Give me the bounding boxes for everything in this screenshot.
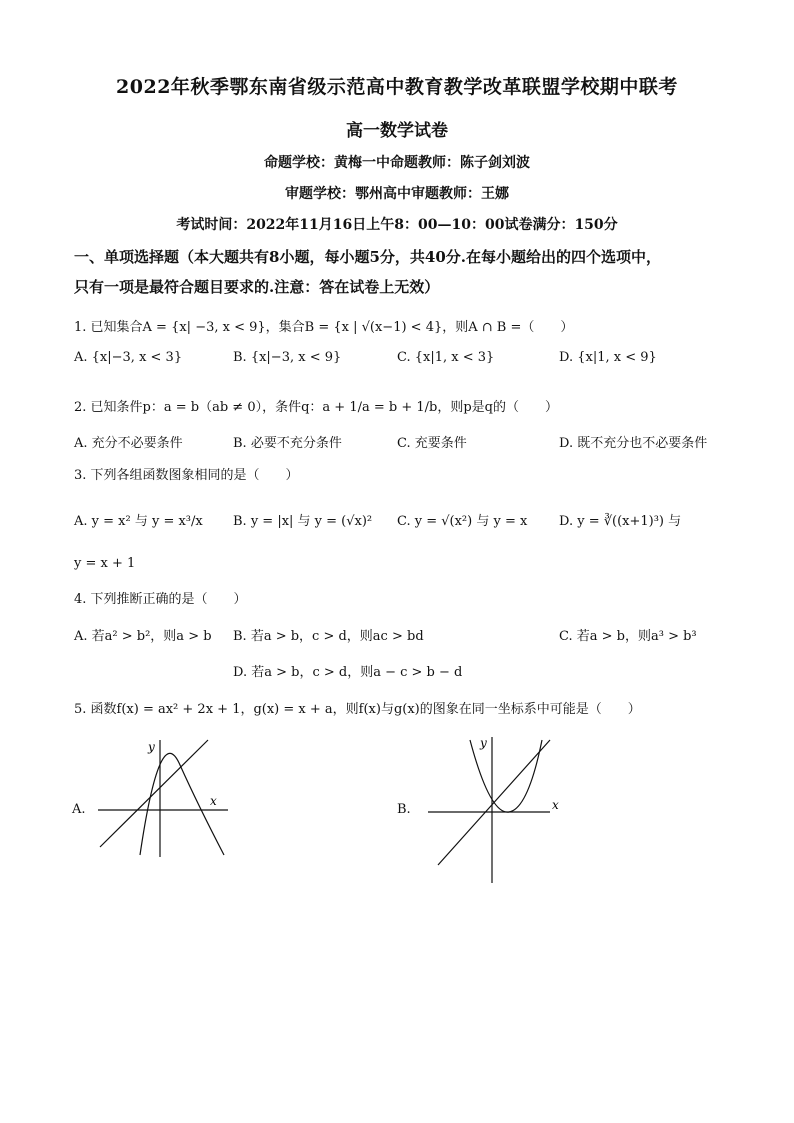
question-4-option-d: D. 若a > b，c > d，则a − c > b − d <box>233 665 463 680</box>
graph-b-parabola-f <box>470 740 542 812</box>
question-3-option-d: D. y = ∛((x+1)³) 与 <box>559 514 682 529</box>
exam-title: 2022年秋季鄂东南省级示范高中教育教学改革联盟学校期中联考 <box>116 76 678 98</box>
section-heading-line1: 一、单项选择题（本大题共有8小题，每小题5分，共40分.在每小题给出的四个选项中， <box>74 248 661 266</box>
section-heading-line2: 只有一项是最符合题目要求的.注意：答在试卷上无效） <box>74 278 440 296</box>
question-2-stem: 2. 已知条件p：a = b（ab ≠ 0），条件q：a + 1/a = b + 1/b，则p是q的（ ） <box>74 400 558 415</box>
question-1-option-b: B. {x|−3, x < 9} <box>233 350 342 365</box>
graph-b <box>424 735 574 885</box>
question-1-option-a: A. {x|−3, x < 3} <box>74 350 183 365</box>
question-2-option-a: A. 充分不必要条件 <box>74 436 183 451</box>
question-3-option-a: A. y = x² 与 y = x³/x <box>74 514 203 529</box>
graph-a-x-label: x <box>210 794 217 808</box>
question-2-option-d: D. 既不充分也不必要条件 <box>559 436 708 451</box>
question-1-stem: 1. 已知集合A = {x| −3, x < 9}，集合B = {x | √(x−1) < 4}，则A ∩ B =（ ） <box>74 320 574 335</box>
question-5-option-a: A. <box>72 802 86 817</box>
question-5-stem: 5. 函数f(x) = ax² + 2x + 1，g(x) = x + a，则f(x)与g(x)的图象在同一坐标系中可能是（ ） <box>74 702 641 717</box>
graph-a-y-label: y <box>148 740 155 754</box>
graph-b-x-label: x <box>552 798 559 812</box>
question-2-option-b: B. 必要不充分条件 <box>233 436 342 451</box>
question-4-option-a: A. 若a² > b²，则a > b <box>74 629 212 644</box>
question-5-option-b: B. <box>397 802 411 817</box>
question-3-stem: 3. 下列各组函数图象相同的是（ ） <box>74 468 299 483</box>
reviewer-info: 审题学校：鄂州高中审题教师：王娜 <box>285 186 509 202</box>
question-4-stem: 4. 下列推断正确的是（ ） <box>74 592 247 607</box>
question-1-option-c: C. {x|1, x < 3} <box>397 350 495 365</box>
exam-info: 考试时间：2022年11月16日上午8：00—10：00试卷满分：150分 <box>176 217 618 233</box>
question-2-option-c: C. 充要条件 <box>397 436 467 451</box>
question-3-option-d-cont: y = x + 1 <box>74 556 136 571</box>
graph-a <box>88 735 238 860</box>
question-1-option-d: D. {x|1, x < 9} <box>559 350 657 365</box>
exam-subtitle: 高一数学试卷 <box>346 121 448 141</box>
question-3-option-b: B. y = |x| 与 y = (√x)² <box>233 514 373 529</box>
setter-info: 命题学校：黄梅一中命题教师：陈子剑刘波 <box>264 155 530 171</box>
question-4-option-b: B. 若a > b，c > d，则ac > bd <box>233 629 424 644</box>
question-4-option-c: C. 若a > b，则a³ > b³ <box>559 629 697 644</box>
graph-b-y-label: y <box>480 736 487 750</box>
graph-a-line-g <box>100 740 208 847</box>
question-3-option-c: C. y = √(x²) 与 y = x <box>397 514 528 529</box>
